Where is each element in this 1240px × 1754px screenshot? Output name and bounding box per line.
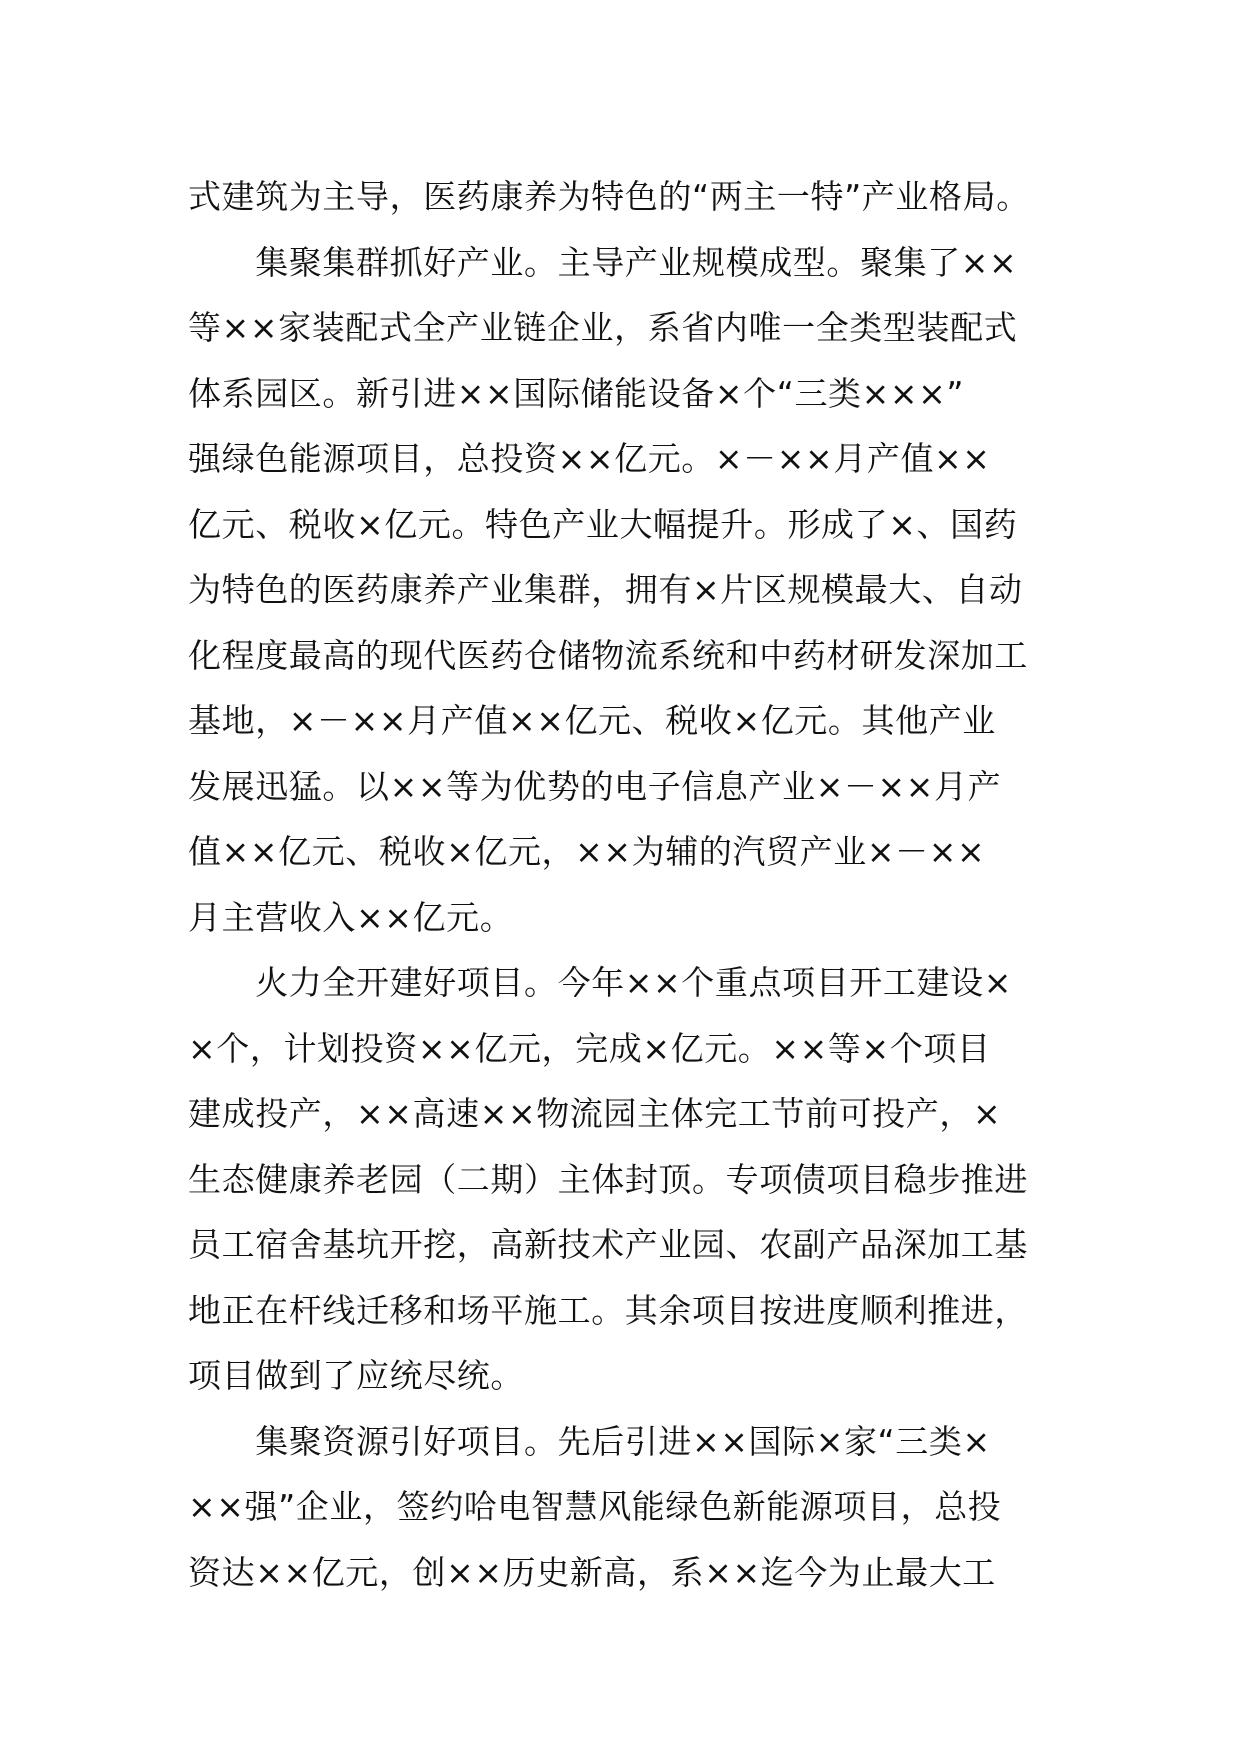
text-line: 化程度最高的现代医药仓储物流系统和中药材研发深加工: [188, 635, 1028, 675]
text-line: 火力全开建好项目。今年××个重点项目开工建设×: [188, 963, 1012, 1002]
text-line: 式建筑为主导，医药康养为特色的“两主一特”产业格局。: [188, 177, 1030, 216]
body-text: [188, 164, 1068, 1605]
text-line: 资达××亿元，创××历史新高，系××迄今为止最大工: [188, 1552, 996, 1592]
text-line: ××强”企业，签约哈电智慧风能绿色新能源项目，总投: [188, 1487, 1002, 1526]
text-line: 发展迅猛。以××等为优势的电子信息产业×－××月产: [188, 766, 1002, 806]
text-line: 强绿色能源项目，总投资××亿元。×－××月产值××: [188, 439, 991, 478]
text-line: 基地，×－××月产值××亿元、税收×亿元。其他产业: [188, 701, 996, 740]
text-line: 月主营收入××亿元。: [188, 897, 514, 937]
text-line: 建成投产，××高速××物流园主体完工节前可投产，×: [188, 1094, 1002, 1133]
text-line: 等××家装配式全产业链企业，系省内唯一全类型装配式: [188, 308, 1018, 347]
text-line: 地正在杆线迁移和场平施工。其余项目按进度顺利推进，: [188, 1290, 1028, 1330]
text-line: 为特色的医药康养产业集群，拥有×片区规模最大、自动: [188, 570, 1023, 609]
text-line: 体系园区。新引进××国际储能设备×个“三类×××”: [188, 373, 965, 413]
text-line: ×个，计划投资××亿元，完成×亿元。××等×个项目: [188, 1028, 991, 1068]
text-line: 集聚集群抓好产业。主导产业规模成型。聚集了××: [188, 242, 1018, 282]
text-line: 生态健康养老园（二期）主体封顶。专项债项目稳步推进: [188, 1159, 1028, 1199]
text-line: 亿元、税收×亿元。特色产业大幅提升。形成了×、国药: [188, 504, 1018, 544]
text-line: 集聚资源引好项目。先后引进××国际×家“三类×: [188, 1421, 991, 1461]
text-line: 员工宿舍基坑开挖，高新技术产业园、农副产品深加工基: [188, 1225, 1028, 1264]
text-line: 项目做到了应统尽统。: [188, 1356, 524, 1395]
text-line: 值××亿元、税收×亿元，××为辅的汽贸产业×－××: [188, 832, 986, 871]
